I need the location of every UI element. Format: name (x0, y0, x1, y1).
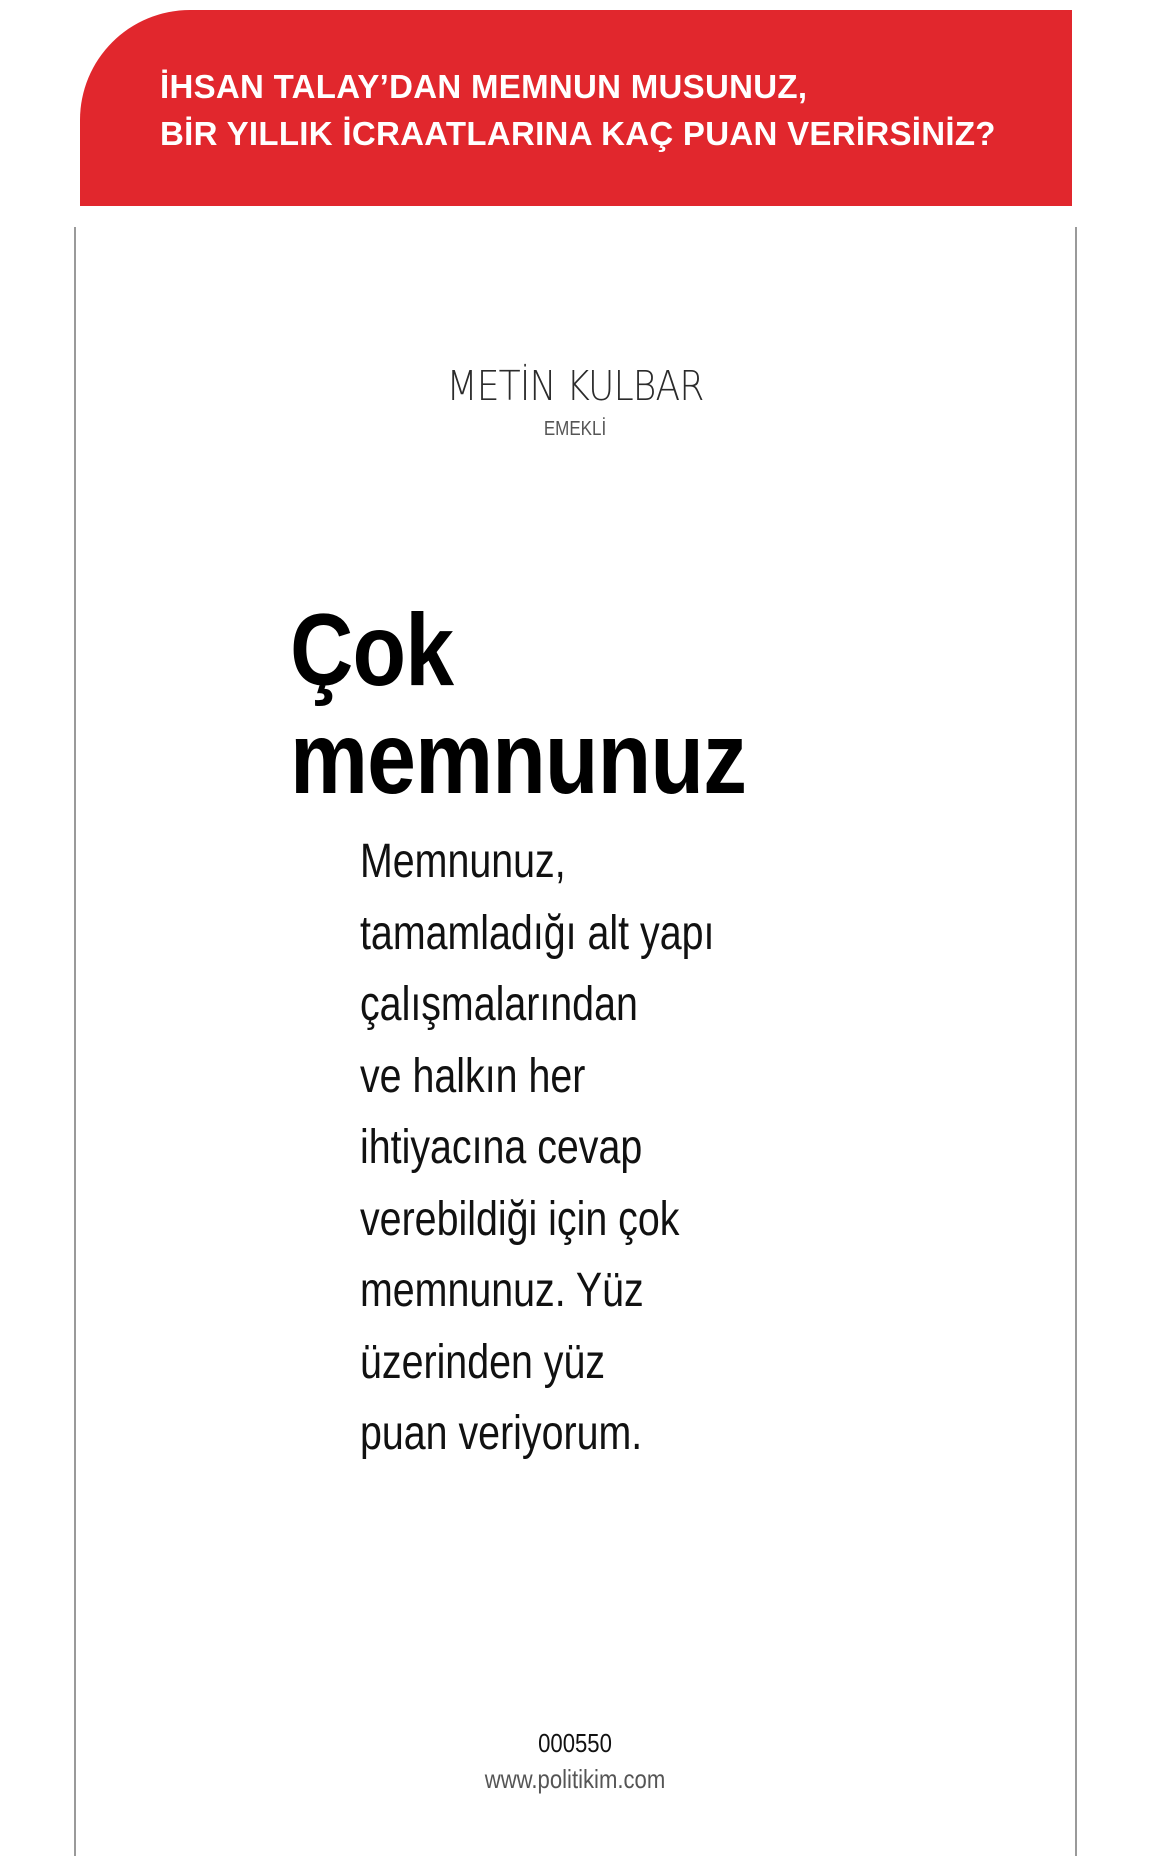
footer-site: www.politikim.com (484, 1764, 666, 1794)
answer-line: ve halkın her (360, 1049, 586, 1103)
answer-line: tamamladığı alt yapı (360, 906, 715, 960)
person-name: METİN KULBAR (446, 362, 704, 410)
person-role: EMEKLİ (543, 418, 607, 440)
answer-line: Memnunuz, (360, 835, 566, 888)
question-line-2: BİR YILLIK İCRAATLARINA KAÇ PUAN VERİRSİNİZ? (160, 115, 996, 152)
question-banner (80, 10, 1072, 206)
headline-line-1: Çok (290, 593, 454, 707)
answer-text (360, 826, 714, 1470)
answer-line: ihtiyacına cevap (360, 1121, 643, 1174)
question-line-1: İHSAN TALAY’DAN MEMNUN MUSUNUZ, (160, 68, 808, 105)
left-border-line (74, 227, 76, 1856)
right-border-line (1075, 227, 1077, 1856)
footer-code: 000550 (538, 1728, 612, 1758)
answer-line: çalışmalarından (360, 978, 638, 1031)
headline (290, 593, 747, 815)
answer-line: üzerinden yüz (360, 1335, 606, 1389)
headline-line-2: memnunuz (290, 701, 747, 815)
answer-line: puan veriyorum. (360, 1407, 643, 1460)
answer-line: memnunuz. Yüz (360, 1264, 644, 1317)
answer-line: verebildiği için çok (360, 1192, 680, 1246)
